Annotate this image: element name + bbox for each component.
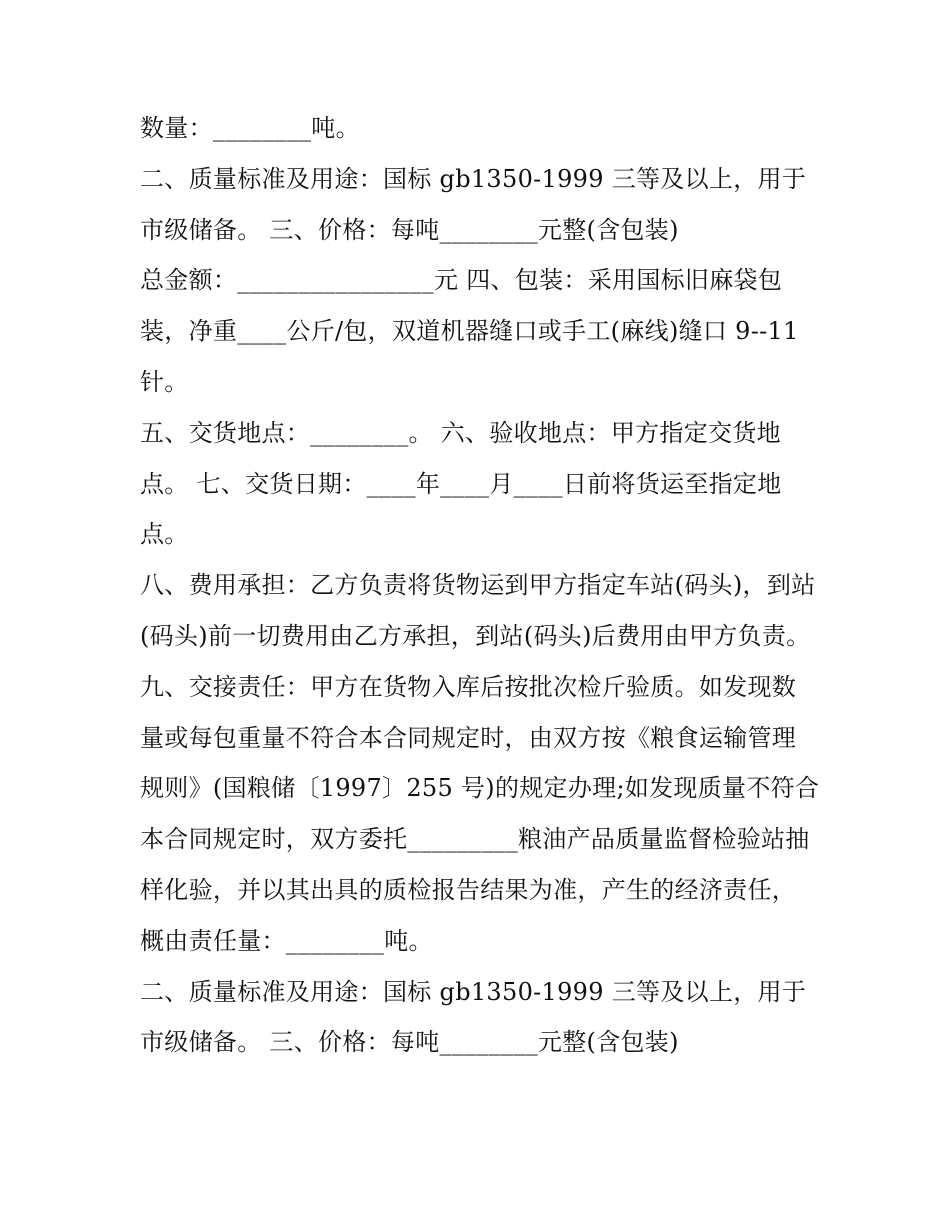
- paragraph-cost-bearing: 八、费用承担：乙方负责将货物运到甲方指定车站(码头)，到站(码头)前一切费用由乙方承担，到站(码头)后费用由甲方负责。: [140, 571, 816, 650]
- document-body: [140, 103, 820, 1068]
- paragraph-quality-standard: 二、质量标准及用途：国标 gb1350-1999 三等及以上，用于市级储备。 三、价格：每吨________元整(含包装): [140, 164, 807, 244]
- paragraph-quality-standard-repeat: 二、质量标准及用途：国标 gb1350-1999 三等及以上，用于市级储备。 三、价格：每吨________元整(含包装): [140, 977, 807, 1057]
- paragraph-handover-responsibility: 九、交接责任：甲方在货物入库后按批次检斤验质。如发现数量或每包重量不符合本合同规定时，由双方按《粮食运输管理规则》(国粮储〔1997〕255 号)的规定办理;如发现质量不符合本合同规定时，双方委托_________粮油产品质量监督检验站抽样化验，并以其出具的质检报告结果为准，产生的经济责任，概由责任量：________吨。: [140, 672, 820, 955]
- paragraph-total-amount-packaging: 总金额：________________元 四、包装：采用国标旧麻袋包装，净重____公斤/包，双道机器缝口或手工(麻线)缝口 9--11 针。: [140, 266, 799, 396]
- paragraph-delivery-location-date: 五、交货地点：________。 六、验收地点：甲方指定交货地点。 七、交货日期：____年____月____日前将货运至指定地点。: [140, 418, 782, 549]
- paragraph-quantity: 数量：________吨。: [140, 114, 360, 142]
